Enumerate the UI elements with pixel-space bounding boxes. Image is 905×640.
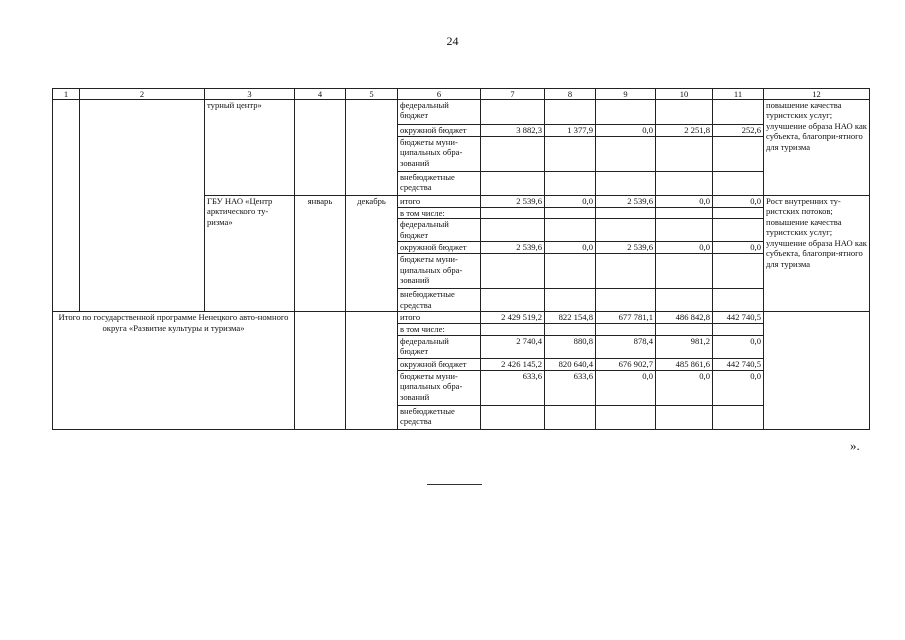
col-header-3: 3 [205, 89, 295, 100]
value-cell: 3 882,3 [481, 125, 545, 137]
value-cell [656, 219, 713, 242]
start-cell [295, 312, 346, 429]
end-cell: декабрь [346, 196, 398, 312]
source-cell: окружной бюджет [398, 358, 481, 370]
col-header-11: 11 [713, 89, 764, 100]
end-cell [346, 312, 398, 429]
source-cell: внебюджетные средства [398, 405, 481, 429]
page-number: 24 [446, 34, 459, 48]
value-cell [713, 405, 764, 429]
source-cell: внебюджетные средства [398, 172, 481, 196]
value-cell [481, 208, 545, 219]
source-cell: федеральный бюджет [398, 100, 481, 125]
value-cell: 2 429 519,2 [481, 312, 545, 324]
source-cell: окружной бюджет [398, 242, 481, 254]
col-header-2: 2 [80, 89, 205, 100]
col-header-9: 9 [596, 89, 656, 100]
value-cell [713, 172, 764, 196]
value-cell [713, 100, 764, 125]
value-cell: 2 740,4 [481, 335, 545, 358]
value-cell [545, 172, 596, 196]
value-cell: 0,0 [713, 242, 764, 254]
value-cell: 0,0 [656, 196, 713, 208]
value-cell [481, 289, 545, 312]
executor-cell: ГБУ НАО «Центр арктического ту-ризма» [205, 196, 295, 312]
value-cell [713, 324, 764, 335]
value-cell [596, 208, 656, 219]
total-label: Итого по государственной программе Ненецкого авто-номного округа «Развитие культуры и туризма» [53, 312, 295, 429]
value-cell [656, 100, 713, 125]
col-header-1: 1 [53, 89, 80, 100]
value-cell: 0,0 [545, 196, 596, 208]
value-cell [596, 100, 656, 125]
value-cell: 252,6 [713, 125, 764, 137]
result-cell: Рост внутренних ту-ристских потоков; повышение качества туристских услуг; улучшение образа НАО как субъекта, благопри-ятного для туризма [764, 196, 870, 312]
value-cell: 822 154,8 [545, 312, 596, 324]
value-cell [596, 172, 656, 196]
value-cell [596, 289, 656, 312]
value-cell: 2 426 145,2 [481, 358, 545, 370]
value-cell [545, 100, 596, 125]
value-cell: 2 539,6 [481, 242, 545, 254]
value-cell [481, 219, 545, 242]
value-cell: 486 842,8 [656, 312, 713, 324]
cell-col2 [80, 100, 205, 312]
source-cell: бюджеты муни-ципальных обра-зований [398, 254, 481, 289]
value-cell [545, 405, 596, 429]
value-cell: 0,0 [713, 335, 764, 358]
closing-quote-mark: ». [850, 438, 860, 453]
result-cell: повышение качества туристских услуг; улучшение образа НАО как субъекта, благопри-ятного для туризма [764, 100, 870, 196]
column-numbers-row [53, 89, 870, 100]
source-cell: бюджеты муни-ципальных обра-зований [398, 137, 481, 172]
col-header-10: 10 [656, 89, 713, 100]
col-header-12: 12 [764, 89, 870, 100]
executor-cell: турный центр» [205, 100, 295, 196]
value-cell: 0,0 [713, 196, 764, 208]
value-cell: 820 640,4 [545, 358, 596, 370]
value-cell [713, 289, 764, 312]
value-cell [656, 137, 713, 172]
source-cell: окружной бюджет [398, 125, 481, 137]
value-cell [545, 324, 596, 335]
start-cell [295, 100, 346, 196]
table-row [53, 100, 870, 125]
value-cell [481, 137, 545, 172]
value-cell: 485 861,6 [656, 358, 713, 370]
col-header-6: 6 [398, 89, 481, 100]
value-cell [713, 254, 764, 289]
value-cell: 442 740,5 [713, 312, 764, 324]
source-cell: в том числе: [398, 208, 481, 219]
value-cell: 880,8 [545, 335, 596, 358]
value-cell [656, 254, 713, 289]
value-cell [713, 137, 764, 172]
source-cell: итого [398, 312, 481, 324]
value-cell [481, 405, 545, 429]
value-cell: 981,2 [656, 335, 713, 358]
value-cell: 1 377,9 [545, 125, 596, 137]
value-cell [545, 137, 596, 172]
value-cell [713, 208, 764, 219]
value-cell: 878,4 [596, 335, 656, 358]
program-table [52, 88, 870, 430]
end-cell [346, 100, 398, 196]
value-cell: 2 539,6 [596, 242, 656, 254]
value-cell [545, 208, 596, 219]
value-cell [545, 289, 596, 312]
col-header-5: 5 [346, 89, 398, 100]
value-cell: 2 251,8 [656, 125, 713, 137]
source-cell: в том числе: [398, 324, 481, 335]
value-cell [656, 405, 713, 429]
value-cell [481, 100, 545, 125]
result-cell [764, 312, 870, 429]
value-cell: 677 781,1 [596, 312, 656, 324]
source-cell: внебюджетные средства [398, 289, 481, 312]
source-cell: итого [398, 196, 481, 208]
value-cell: 442 740,5 [713, 358, 764, 370]
value-cell [596, 219, 656, 242]
footnote-rule [427, 484, 482, 485]
value-cell [481, 172, 545, 196]
value-cell: 0,0 [596, 370, 656, 405]
value-cell [596, 405, 656, 429]
value-cell [596, 324, 656, 335]
value-cell [656, 172, 713, 196]
col-header-8: 8 [545, 89, 596, 100]
value-cell [545, 254, 596, 289]
value-cell [481, 254, 545, 289]
col-header-4: 4 [295, 89, 346, 100]
value-cell [481, 324, 545, 335]
cell-col1 [53, 100, 80, 312]
value-cell [656, 324, 713, 335]
table-row [53, 312, 870, 324]
value-cell: 0,0 [545, 242, 596, 254]
source-cell: федеральный бюджет [398, 219, 481, 242]
value-cell [596, 254, 656, 289]
value-cell [596, 137, 656, 172]
value-cell: 2 539,6 [596, 196, 656, 208]
col-header-7: 7 [481, 89, 545, 100]
value-cell: 0,0 [596, 125, 656, 137]
source-cell: федеральный бюджет [398, 335, 481, 358]
value-cell: 0,0 [656, 370, 713, 405]
source-cell: бюджеты муни-ципальных обра-зований [398, 370, 481, 405]
value-cell: 676 902,7 [596, 358, 656, 370]
start-cell: январь [295, 196, 346, 312]
value-cell: 2 539,6 [481, 196, 545, 208]
value-cell [713, 219, 764, 242]
value-cell: 0,0 [713, 370, 764, 405]
value-cell [656, 289, 713, 312]
value-cell: 633,6 [545, 370, 596, 405]
value-cell: 0,0 [656, 242, 713, 254]
value-cell [545, 219, 596, 242]
value-cell: 633,6 [481, 370, 545, 405]
value-cell [656, 208, 713, 219]
